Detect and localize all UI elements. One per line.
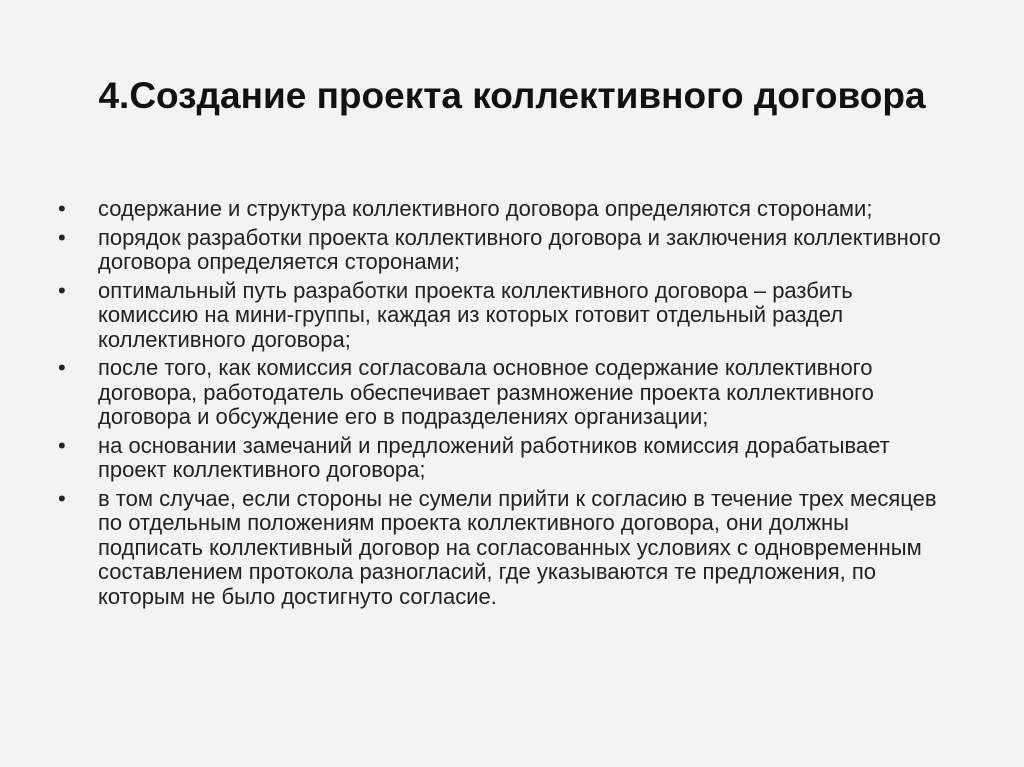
bullet-item [58,487,958,610]
bullet-item [58,197,958,222]
bullet-item [58,226,958,275]
bullet-icon: • [58,224,66,250]
bullet-item [58,356,958,430]
bullet-icon: • [58,277,66,303]
bullet-item [58,434,958,483]
bullet-text: порядок разработки проекта коллективного договора и заключения коллективного договора определяется сторонами; [98,224,941,274]
bullet-item [58,279,958,353]
bullet-text: на основании замечаний и предложений работников комиссия дорабатывает проект коллективного договора; [98,432,890,482]
bullet-icon: • [58,355,66,380]
bullet-icon: • [58,432,66,458]
bullet-icon: • [58,485,66,511]
bullet-list [58,197,958,613]
bullet-text: оптимальный путь разработки проекта коллективного договора – разбить комиссию на мини-группы, каждая из которых готовит отдельный раздел коллективного договора; [98,277,853,352]
bullet-text: после того, как комиссия согласовала основное содержание коллективного договора, работодатель обеспечивает размножение проекта коллективного договора и обсуждение его в подразделениях организации; [98,355,874,429]
bullet-text: в том случае, если стороны не сумели прийти к согласию в течение трех месяцев по отдельным положениям проекта коллективного договора, они должны подписать коллективный договор на согласованных условиях с одновременным составлением протокола разногласий, где указываются те предложения, по которым не было достигнуто согласие. [98,485,937,609]
bullet-icon: • [58,196,66,221]
slide-title: 4.Создание проекта коллективного договора [98,75,926,116]
bullet-text: содержание и структура коллективного договора определяются сторонами; [98,196,873,221]
